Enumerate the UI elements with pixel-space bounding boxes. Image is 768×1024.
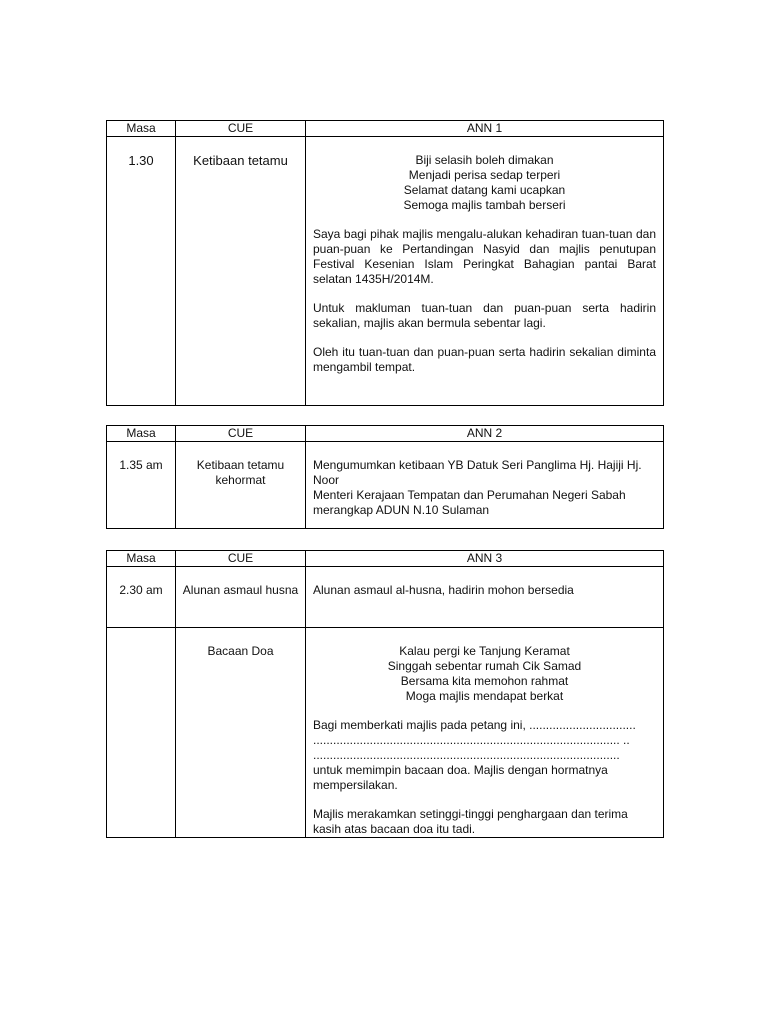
invitation-dotted-line: ............................................................................................ [313,748,620,762]
table-header-row [107,426,664,442]
table-row [107,442,664,529]
masa-cell [107,628,176,838]
announcement-line: Menteri Kerajaan Tempatan dan Perumahan Negeri Sabah merangkap ADUN N.10 Sulaman [313,488,626,517]
header-masa: Masa [107,121,176,137]
masa-cell: 2.30 am [107,567,176,628]
table-header-row [107,121,664,137]
table-header-row [107,551,664,567]
header-ann: ANN 1 [306,121,664,137]
ann-cell [306,628,664,838]
masa-cell: 1.30 [107,137,176,406]
table-row [107,628,664,838]
announcement-paragraph: Saya bagi pihak majlis mengalu-alukan kehadiran tuan-tuan dan puan-puan ke Pertandingan Nasyid dan majlis penutupan Festival Kesenian Islam Peringkat Bahagian pantai Barat selatan 1435H/2014M. [313,227,656,286]
ann-cell [306,567,664,628]
schedule-table-1 [106,120,664,406]
header-masa: Masa [107,426,176,442]
header-masa: Masa [107,551,176,567]
announcement-paragraph: Untuk makluman tuan-tuan dan puan-puan serta hadirin sekalian, majlis akan bermula sebentar lagi. [313,301,656,330]
cue-cell: Bacaan Doa [176,628,306,838]
pantun-verse [313,153,656,213]
closing-paragraph: Majlis merakamkan setinggi-tinggi penghargaan dan terima kasih atas bacaan doa itu tadi. [313,807,628,836]
masa-cell: 1.35 am [107,442,176,529]
ann-cell [306,442,664,529]
header-cue: CUE [176,551,306,567]
schedule-table-2 [106,425,664,529]
pantun-line: Menjadi perisa sedap terperi [408,168,561,182]
ann-cell [306,137,664,406]
announcement-line: Alunan asmaul al-husna, hadirin mohon bersedia [313,583,574,597]
cue-cell: Ketibaan tetamu [176,137,306,406]
header-cue: CUE [176,121,306,137]
pantun-line: Moga majlis mendapat berkat [405,689,564,703]
pantun-line: Semoga majlis tambah berseri [403,198,566,212]
schedule-table-3 [106,550,664,838]
header-ann: ANN 3 [306,551,664,567]
announcement-line: Mengumumkan ketibaan YB Datuk Seri Panglima Hj. Hajiji Hj. Noor [313,458,642,487]
cue-cell: Ketibaan tetamu kehormat [176,442,306,529]
header-ann: ANN 2 [306,426,664,442]
pantun-line: Selamat datang kami ucapkan [403,183,566,197]
pantun-line: Kalau pergi ke Tanjung Keramat [399,644,570,658]
invitation-dotted-line: ............................................................................................ .. [313,733,630,747]
header-cue: CUE [176,426,306,442]
pantun-line: Bersama kita memohon rahmat [400,674,569,688]
announcement-paragraph: Oleh itu tuan-tuan dan puan-puan serta hadirin sekalian diminta mengambil tempat. [313,345,656,374]
pantun-line: Singgah sebentar rumah Cik Samad [387,659,582,673]
invitation-block [313,718,656,793]
pantun-line: Biji selasih boleh dimakan [415,153,554,167]
cue-cell: Alunan asmaul husna [176,567,306,628]
invitation-line: Bagi memberkati majlis pada petang ini, ................................ [313,718,636,732]
table-row [107,137,664,406]
table-row [107,567,664,628]
invitation-line: untuk memimpin bacaan doa. Majlis dengan hormatnya mempersilakan. [313,763,608,792]
pantun-verse [313,644,656,704]
